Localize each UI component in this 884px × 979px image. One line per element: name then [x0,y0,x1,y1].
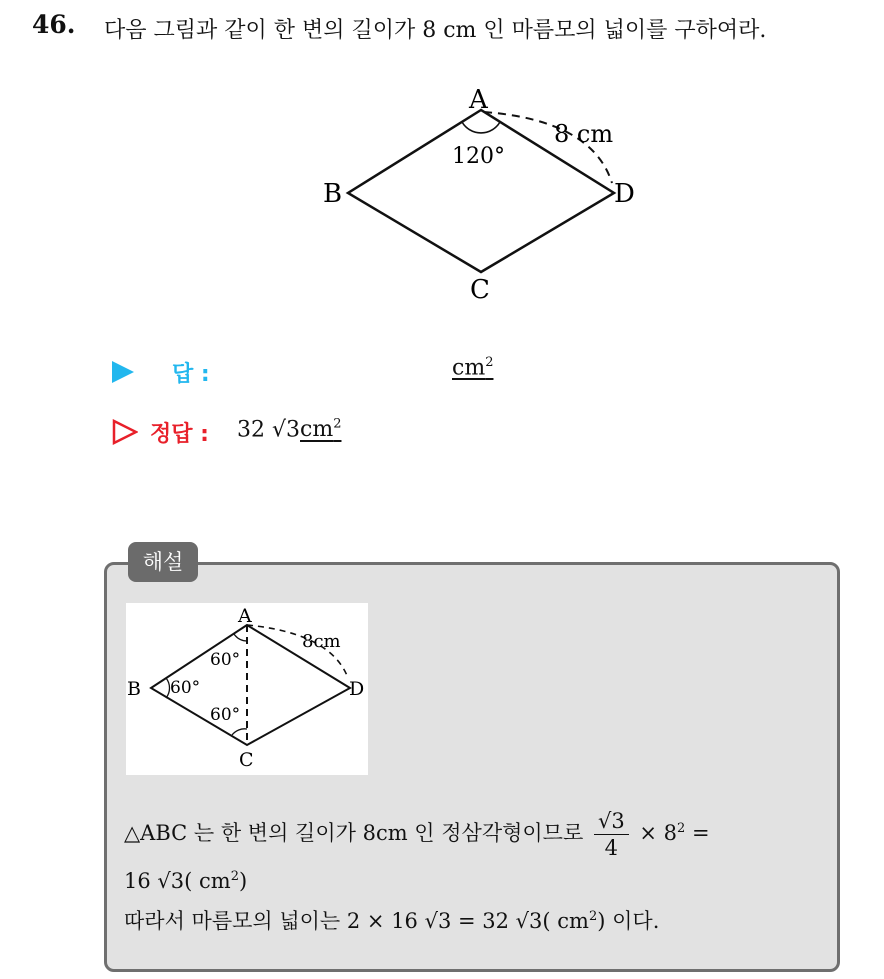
expl-vertex-c: C [239,749,254,771]
answer-unit: $cm^2$ [452,355,494,381]
expl-angle-bottom: 60° [210,705,241,725]
expl-side-label: 8cm [302,631,341,652]
correct-label: 정답 : [150,422,209,447]
expl-vertex-d: D [349,678,365,700]
correct-answer-row [112,415,512,451]
question-text: 다음 그림과 같이 한 변의 길이가 8 cm 인 마름모의 넓이를 구하여라. [104,18,767,43]
expl-vertex-a: A [238,605,252,627]
vertex-c-label: C [470,275,490,305]
expl-vertex-b: B [127,678,141,700]
vertex-b-label: B [323,179,343,209]
rhombus-figure [0,0,884,330]
answer-row [112,355,532,387]
explanation-line-3: 따라서 마름모의 넓이는 2 × 16 √3 = 32 √3( $cm^2$) 이다. [124,909,660,933]
explanation-figure [126,603,368,775]
side-length-label: 8 cm [554,120,614,148]
correct-value: 32 $√3cm^2$ [237,417,342,443]
expl-angle-left: 60° [170,678,201,698]
vertex-a-label: A [469,85,488,115]
angle-label: 120° [452,144,505,169]
expl-angle-top: 60° [210,650,241,670]
explanation-line-1: △ABC 는 한 변의 길이가 8cm 인 정삼각형이므로 $\frac{√3}{4}$ × $8^2$ = [124,809,710,860]
question-number: 46. [32,10,76,39]
explanation-tag: 해설 [128,542,198,582]
correct-arrow-icon [112,419,138,445]
vertex-d-label: D [614,179,635,209]
fraction-sqrt3-over-4: $\frac{√3}{4}$ [594,808,629,861]
explanation-line-2: 16 √3( $cm^2$) [124,869,248,893]
answer-label: 답 : [172,362,210,387]
answer-arrow-icon [112,361,134,383]
angle-arc-a [462,122,500,133]
